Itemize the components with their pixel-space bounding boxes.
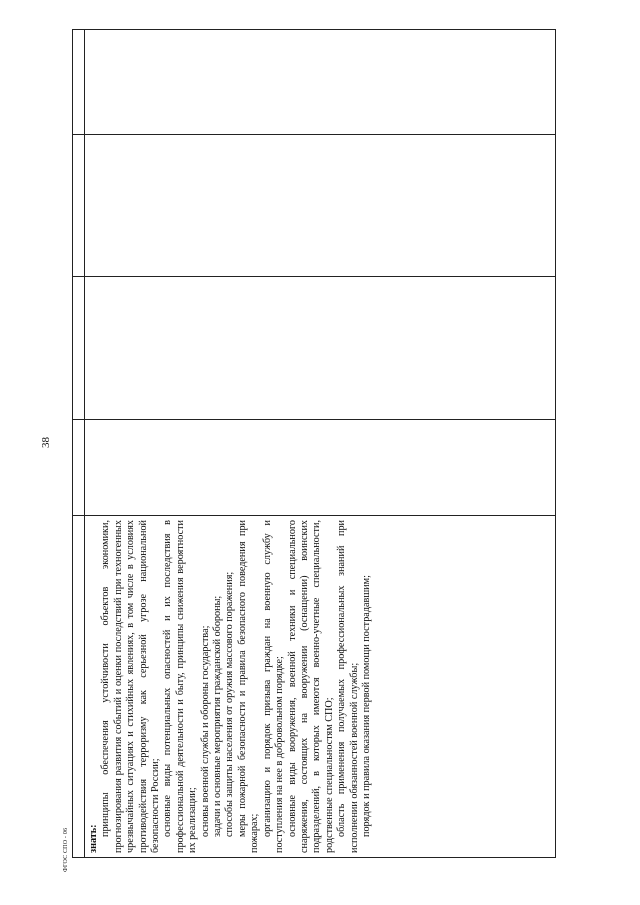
top-cell-3 (73, 276, 84, 419)
knowledge-item: способы защиты населения от оружия массового поражения; (224, 571, 236, 837)
rotated-table (72, 29, 556, 858)
knowledge-item: основы военной службы и обороны государства; (199, 625, 211, 837)
knowledge-item: задачи и основные мероприятия гражданской обороны; (212, 595, 224, 837)
knowledge-item: область применения получаемых профессиональных знаний при исполнении обязанностей военной службы; (336, 520, 360, 853)
empty-cell-5 (85, 30, 555, 134)
page-number: 38 (40, 437, 52, 448)
knowledge-item: порядок и правила оказания первой помощи пострадавшим; (360, 575, 372, 837)
knowledge-item: меры пожарной безопасности и правила безопасного поведения при пожарах; (236, 520, 261, 853)
knowledge-heading: знать: (88, 824, 99, 853)
table-body-row (85, 30, 555, 857)
table (72, 29, 556, 858)
top-cell-1 (73, 515, 84, 857)
top-cell-2 (73, 419, 84, 515)
knowledge-cell (85, 515, 555, 857)
knowledge-content (85, 516, 376, 857)
knowledge-item: принципы обеспечения устойчивости объектов экономики, прогнозирования развития событий и оценки последствий при техногенных чрезвычайных ситуациях и стихийных явлениях, в том числе в условиях противодействия терроризму как серьезной угрозе национальной безопасности России; (100, 520, 162, 853)
top-cell-5 (73, 30, 84, 134)
footer-code: ФГОС СПО - 06 (63, 827, 69, 872)
top-cell-4 (73, 134, 84, 276)
empty-cell-3 (85, 276, 555, 419)
table-top-row (73, 30, 85, 857)
knowledge-item: основные виды вооружения, военной техники и специального снаряжения, состоящих на вооружении (оснащении) воинских подразделений, в которых имеются военно-учетные специальности, родственные специальностям СПО; (286, 520, 335, 853)
empty-cell-4 (85, 134, 555, 276)
knowledge-item: основные виды потенциальных опасностей и их последствия в профессиональной деятельности и быту, принципы снижения вероятности их реализации; (162, 520, 199, 853)
empty-cell-2 (85, 419, 555, 515)
knowledge-item: организацию и порядок призыва граждан на военную службу и поступления на нее в добровольном порядке; (261, 520, 286, 853)
